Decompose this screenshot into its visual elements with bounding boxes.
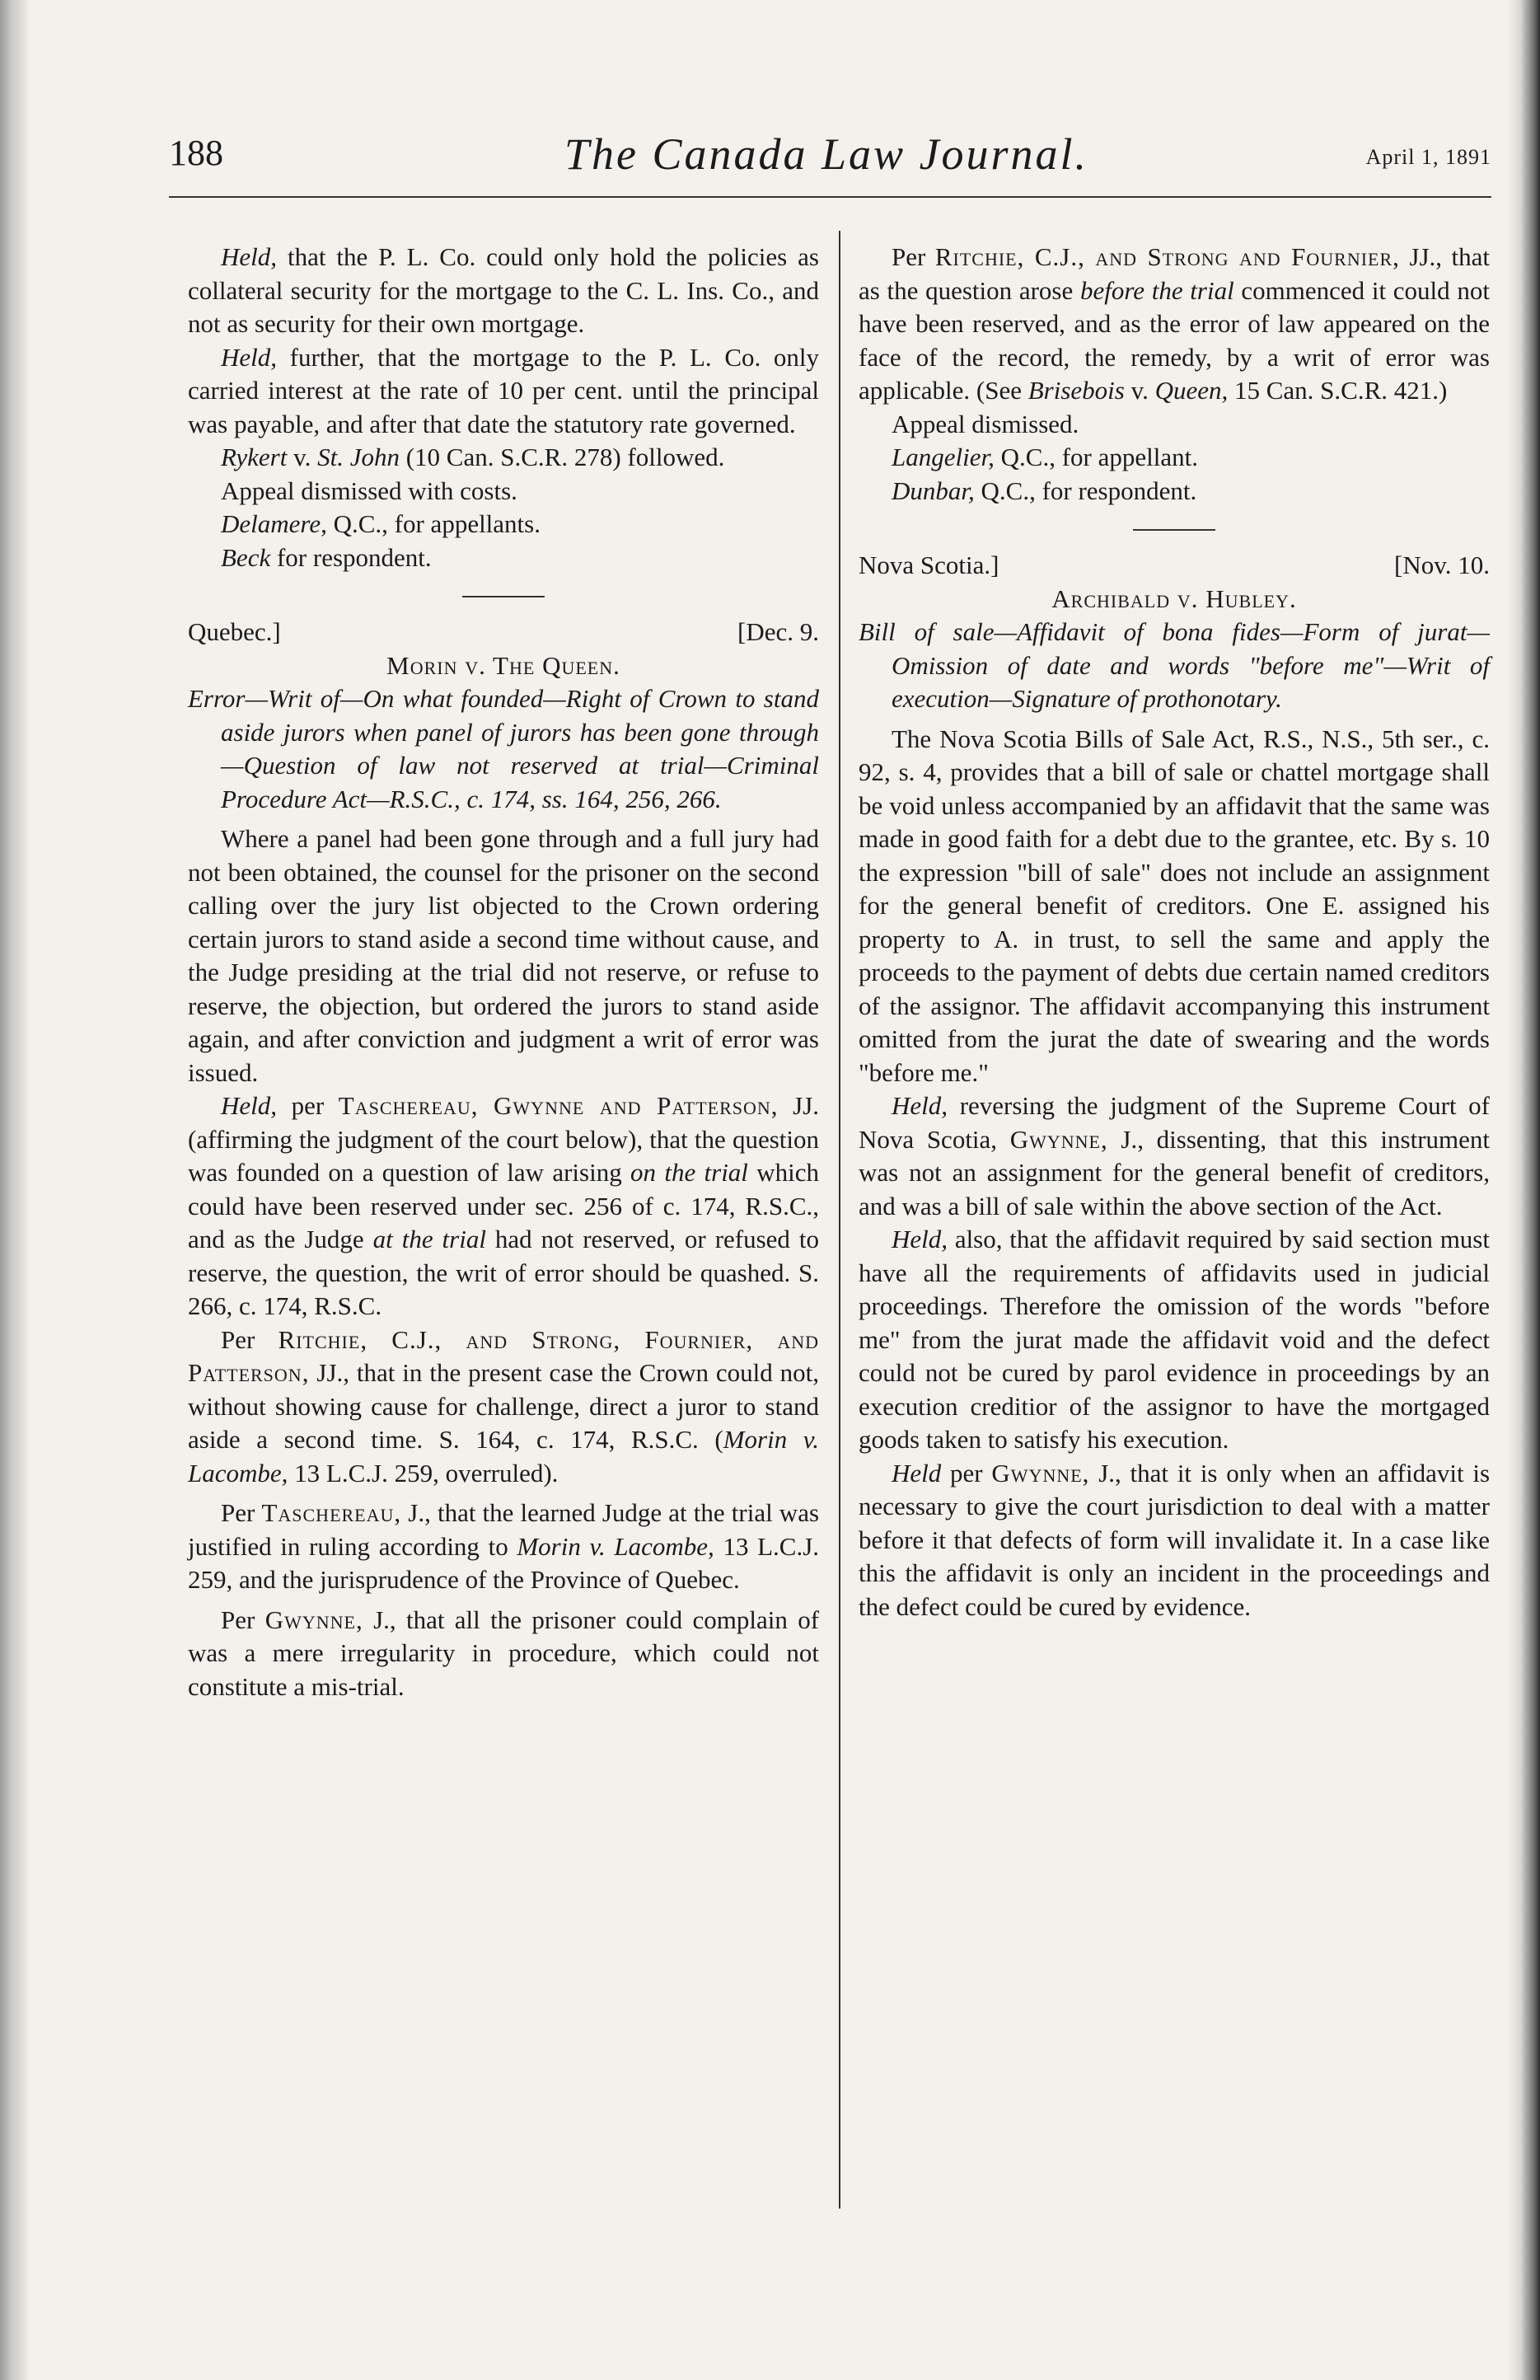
held-label: Held, [221,242,278,271]
court-line [188,616,819,649]
paragraph-text: (10 Can. S.C.R. 278) followed. [405,443,725,471]
paragraph-text: JJ., that as the question arose [859,242,1491,305]
held-label: Held [892,1458,942,1488]
counsel-name: Delamere, [221,509,327,538]
held-label: Held, [221,1091,278,1120]
counsel-line [188,508,819,541]
emphasis: on the trial [630,1158,748,1187]
page-edge-shadow-right [1507,0,1540,2380]
counsel-role: Q.C., for appellants. [333,509,541,538]
page-number: 188 [169,133,223,173]
judges: Gwynne, [1009,1124,1108,1154]
counsel-name: Beck [221,542,271,572]
case-name: St. John [317,443,400,471]
court-name: Quebec.] [188,617,281,646]
paragraph-text: reversing the judgment of the Supreme Court of Nova Scotia, [859,1091,1491,1154]
counsel-line [859,441,1490,475]
case-title: Morin v. The Queen. [386,650,620,680]
running-header [169,124,1491,198]
disposition: Appeal dismissed. [892,409,1079,438]
paragraph [188,1089,819,1324]
emphasis: at the trial [372,1225,486,1253]
section-rule [462,596,545,597]
paragraph-text: 13 L.C.J. 259, and the jurisprudence of the Province of Quebec. [188,1531,820,1594]
per: Per [892,242,926,271]
paragraph-text: commenced it could not have been reserved, and as the error of law appeared on the face of the record, the remedy, by a writ of error was applicable. (See [859,275,1490,405]
decision-date: [Nov. 10. [1394,550,1490,579]
paragraph [859,241,1490,408]
paragraph-text: also, that the affidavit required by said section must have all the requirements of affidavits used in judicial proceedings. Therefore the omission of the words "before me" from the jurat made the affidavit void and the defect could not be cured by parol evidence in proceedings by an execution creditior of the assignor to have the mortgaged goods taken to satisfy his execution. [859,1225,1490,1454]
court-name: Nova Scotia.] [859,550,999,579]
case-title: Archibald v. Hubley. [1051,583,1297,613]
paragraph-text: J., dissenting, that this instrument was not an assignment for the general benefit of creditors, and was a bill of sale within the above section of the Act. [859,1124,1491,1220]
paragraph-text: J., that it is only when an affidavit is necessary to give the court jurisdiction to deal with a matter before it that defects of form will invalidate it. In a case like this the affidavit is only an incident in the proceedings and the defect could be cured by evidence. [859,1458,1491,1621]
counsel-role: for respondent. [276,542,432,572]
paragraph-text: further, that the mortgage to the P. L. Co. only carried interest at the rate of 10 per cent. until the principal was payable, and after that date the statutory rate governed. [188,342,820,438]
case-name: Morin v. Lacombe, [188,1425,819,1488]
paragraph-text: 13 L.C.J. 259, overruled). [294,1458,559,1488]
header-rule [169,196,1491,198]
paragraph [859,1223,1490,1457]
judges: Taschereau, Gwynne and Patterson, [338,1091,779,1120]
column-divider [839,231,840,2209]
held-label: Held, [892,1091,948,1120]
catchwords: Error—Writ of—On what founded—Right of Crown to stand aside jurors when panel of jurors has been gone through—Question of law not reserved at trial—Criminal Procedure Act—R.S.C., c. 174, ss. 164, 256, 266. [188,684,819,813]
versus: v. [293,443,311,471]
paragraph-text: that the P. L. Co. could only hold the policies as collateral security for the mortgage to the C. L. Ins. Co., and not as security for their own mortgage. [188,242,819,338]
case-name: Brisebois [1027,376,1125,405]
paragraph-text: JJ. (affirming the judgment of the court below), that the question was founded on a question of law arising [188,1091,820,1187]
per: Per [221,1324,255,1354]
paragraph: Where a panel had been gone through and a full jury had not been obtained, the counsel for the prisoner on the second calling over the jury list objected to the Crown ordering certain jurors to stand aside a second time without cause, and the Judge presiding at the trial did not reserve, or refuse to reserve, the objection, but ordered the jurors to stand aside again, and after conviction and judgment a writ of error was issued. [188,824,819,1087]
court-line [859,549,1490,583]
judges: Ritchie, C.J., and Strong, Fournier, and Patterson, [188,1324,819,1387]
paragraph [859,1457,1490,1624]
held-label: Held, [892,1225,948,1253]
case-name: Queen, [1154,376,1229,405]
paragraph-text: JJ., that in the present case the Crown could not, without showing cause for challenge, direct a juror to stand aside a second time. S. 164, c. 174, R.S.C. ( [188,1358,820,1454]
emphasis: before the trial [1079,275,1234,305]
disposition: Appeal dismissed with costs. [221,476,517,505]
right-column [859,241,1490,1623]
counsel-line [188,541,819,575]
left-column [188,241,819,1703]
journal-title: The Canada Law Journal. [564,129,1089,179]
paragraph-text: J., that the learned Judge at the trial was justified in ruling according to [188,1498,820,1561]
decision-date: [Dec. 9. [737,617,819,646]
versus: v. [1130,376,1149,405]
per: per [950,1458,983,1488]
paragraph-text: which could have been reserved under sec. 256 of c. 174, R.S.C., and as the Judge [188,1158,820,1253]
counsel-line [859,475,1490,508]
paragraph [188,1497,819,1597]
paragraph [859,1089,1490,1223]
issue-date: April 1, 1891 [1365,145,1491,169]
judges: Taschereau, [261,1498,402,1527]
per: per [291,1091,325,1120]
per: Per [221,1605,255,1634]
judges: Ritchie, C.J., and Strong and Fournier, [934,242,1400,271]
case-name: Morin v. Lacombe, [517,1531,714,1561]
paragraph [188,341,819,442]
counsel-role: Q.C., for appellant. [1000,443,1198,471]
judges: Gwynne, [991,1458,1090,1488]
case-name: Rykert [221,443,288,471]
paragraph [188,1324,819,1491]
paragraph-text: 15 Can. S.C.R. 421.) [1234,376,1448,405]
paragraph [188,441,819,475]
catchwords: Bill of sale—Affidavit of bona fides—Form of jurat—Omission of date and words "before me"—Writ of execution—Signature of prothonotary. [859,617,1490,713]
judges: Gwynne, [264,1605,363,1634]
paragraph [188,241,819,341]
per: Per [221,1498,255,1527]
paragraph [188,1604,819,1704]
page-edge-shadow-left [0,0,28,2380]
paragraph: The Nova Scotia Bills of Sale Act, R.S., N.S., 5th ser., c. 92, s. 4, provides that a bill of sale or chattel mortgage shall be void unless accompanied by an affidavit that the same was made in good faith for a debt due to the grantee, etc. By s. 10 the expression "bill of sale" does not include an assignment for the general benefit of creditors. One E. assigned his property to A. in trust, to sell the same and apply the proceeds to the payment of debts due certain named creditors of the assignor. The affidavit accompanying this instrument omitted from the jurat the date of swearing and the words "before me." [859,724,1490,1087]
held-label: Held, [221,342,278,372]
counsel-role: Q.C., for respondent. [981,476,1197,505]
paragraph-text: had not reserved, or refused to reserve, the question, the writ of error should be quashed. S. 266, c. 174, R.S.C. [188,1225,820,1320]
paragraph-text: J., that all the prisoner could complain of was a mere irregularity in procedure, which could not constitute a mis-trial. [188,1605,820,1701]
counsel-name: Langelier, [892,443,995,471]
section-rule [1133,529,1215,531]
counsel-name: Dunbar, [892,476,975,505]
